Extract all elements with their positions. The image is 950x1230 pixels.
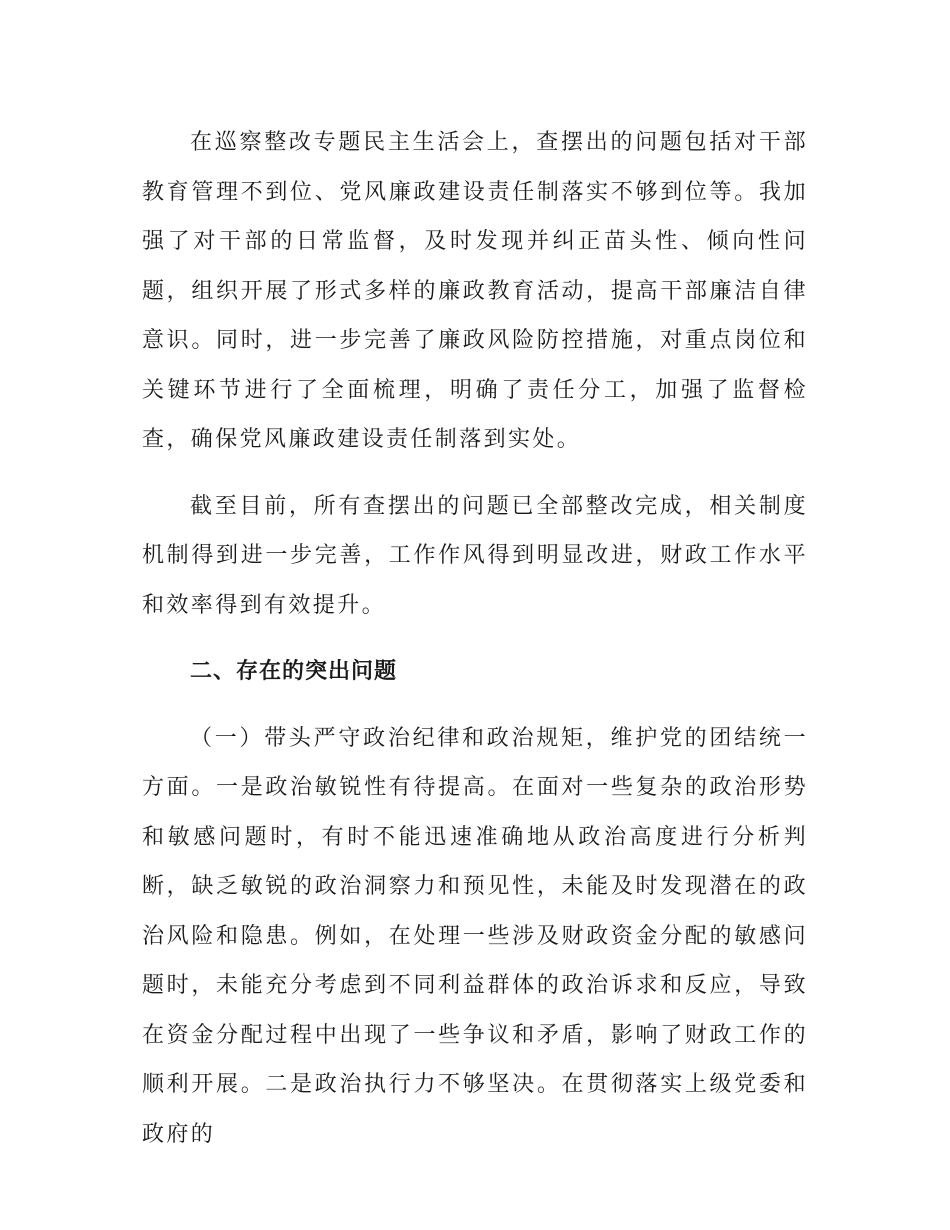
- paragraph-political-discipline: （一）带头严守政治纪律和政治规矩，维护党的团结统一方面。一是政治敏锐性有待提高。在面对一些复杂的政治形势和敏感问题时，有时不能迅速准确地从政治高度进行分析判断，缺乏敏锐的政治洞察力和预见性，未能及时发现潜在的政治风险和隐患。例如，在处理一些涉及财政资金分配的敏感问题时，未能充分考虑到不同利益群体的政治诉求和反应，导致在资金分配过程中出现了一些争议和矛盾，影响了财政工作的顺利开展。二是政治执行力不够坚决。在贯彻落实上级党委和政府的: [142, 725, 808, 1147]
- paragraph-rectification-measures: 在巡察整改专题民主生活会上，查摆出的问题包括对干部教育管理不到位、党风廉政建设责任制落实不够到位等。我加强了对干部的日常监督，及时发现并纠正苗头性、倾向性问题，组织开展了形式多样的廉政教育活动，提高干部廉洁自律意识。同时，进一步完善了廉政风险防控措施，对重点岗位和关键环节进行了全面梳理，明确了责任分工，加强了监督检查，确保党风廉政建设责任制落到实处。: [142, 130, 808, 452]
- section-heading: 二、存在的突出问题: [190, 659, 398, 684]
- document-body: [142, 118, 808, 1159]
- paragraph-rectification-results: 截至目前，所有查摆出的问题已全部整改完成，相关制度机制得到进一步完善，工作作风得到明显改进，财政工作水平和效率得到有效提升。: [142, 493, 808, 618]
